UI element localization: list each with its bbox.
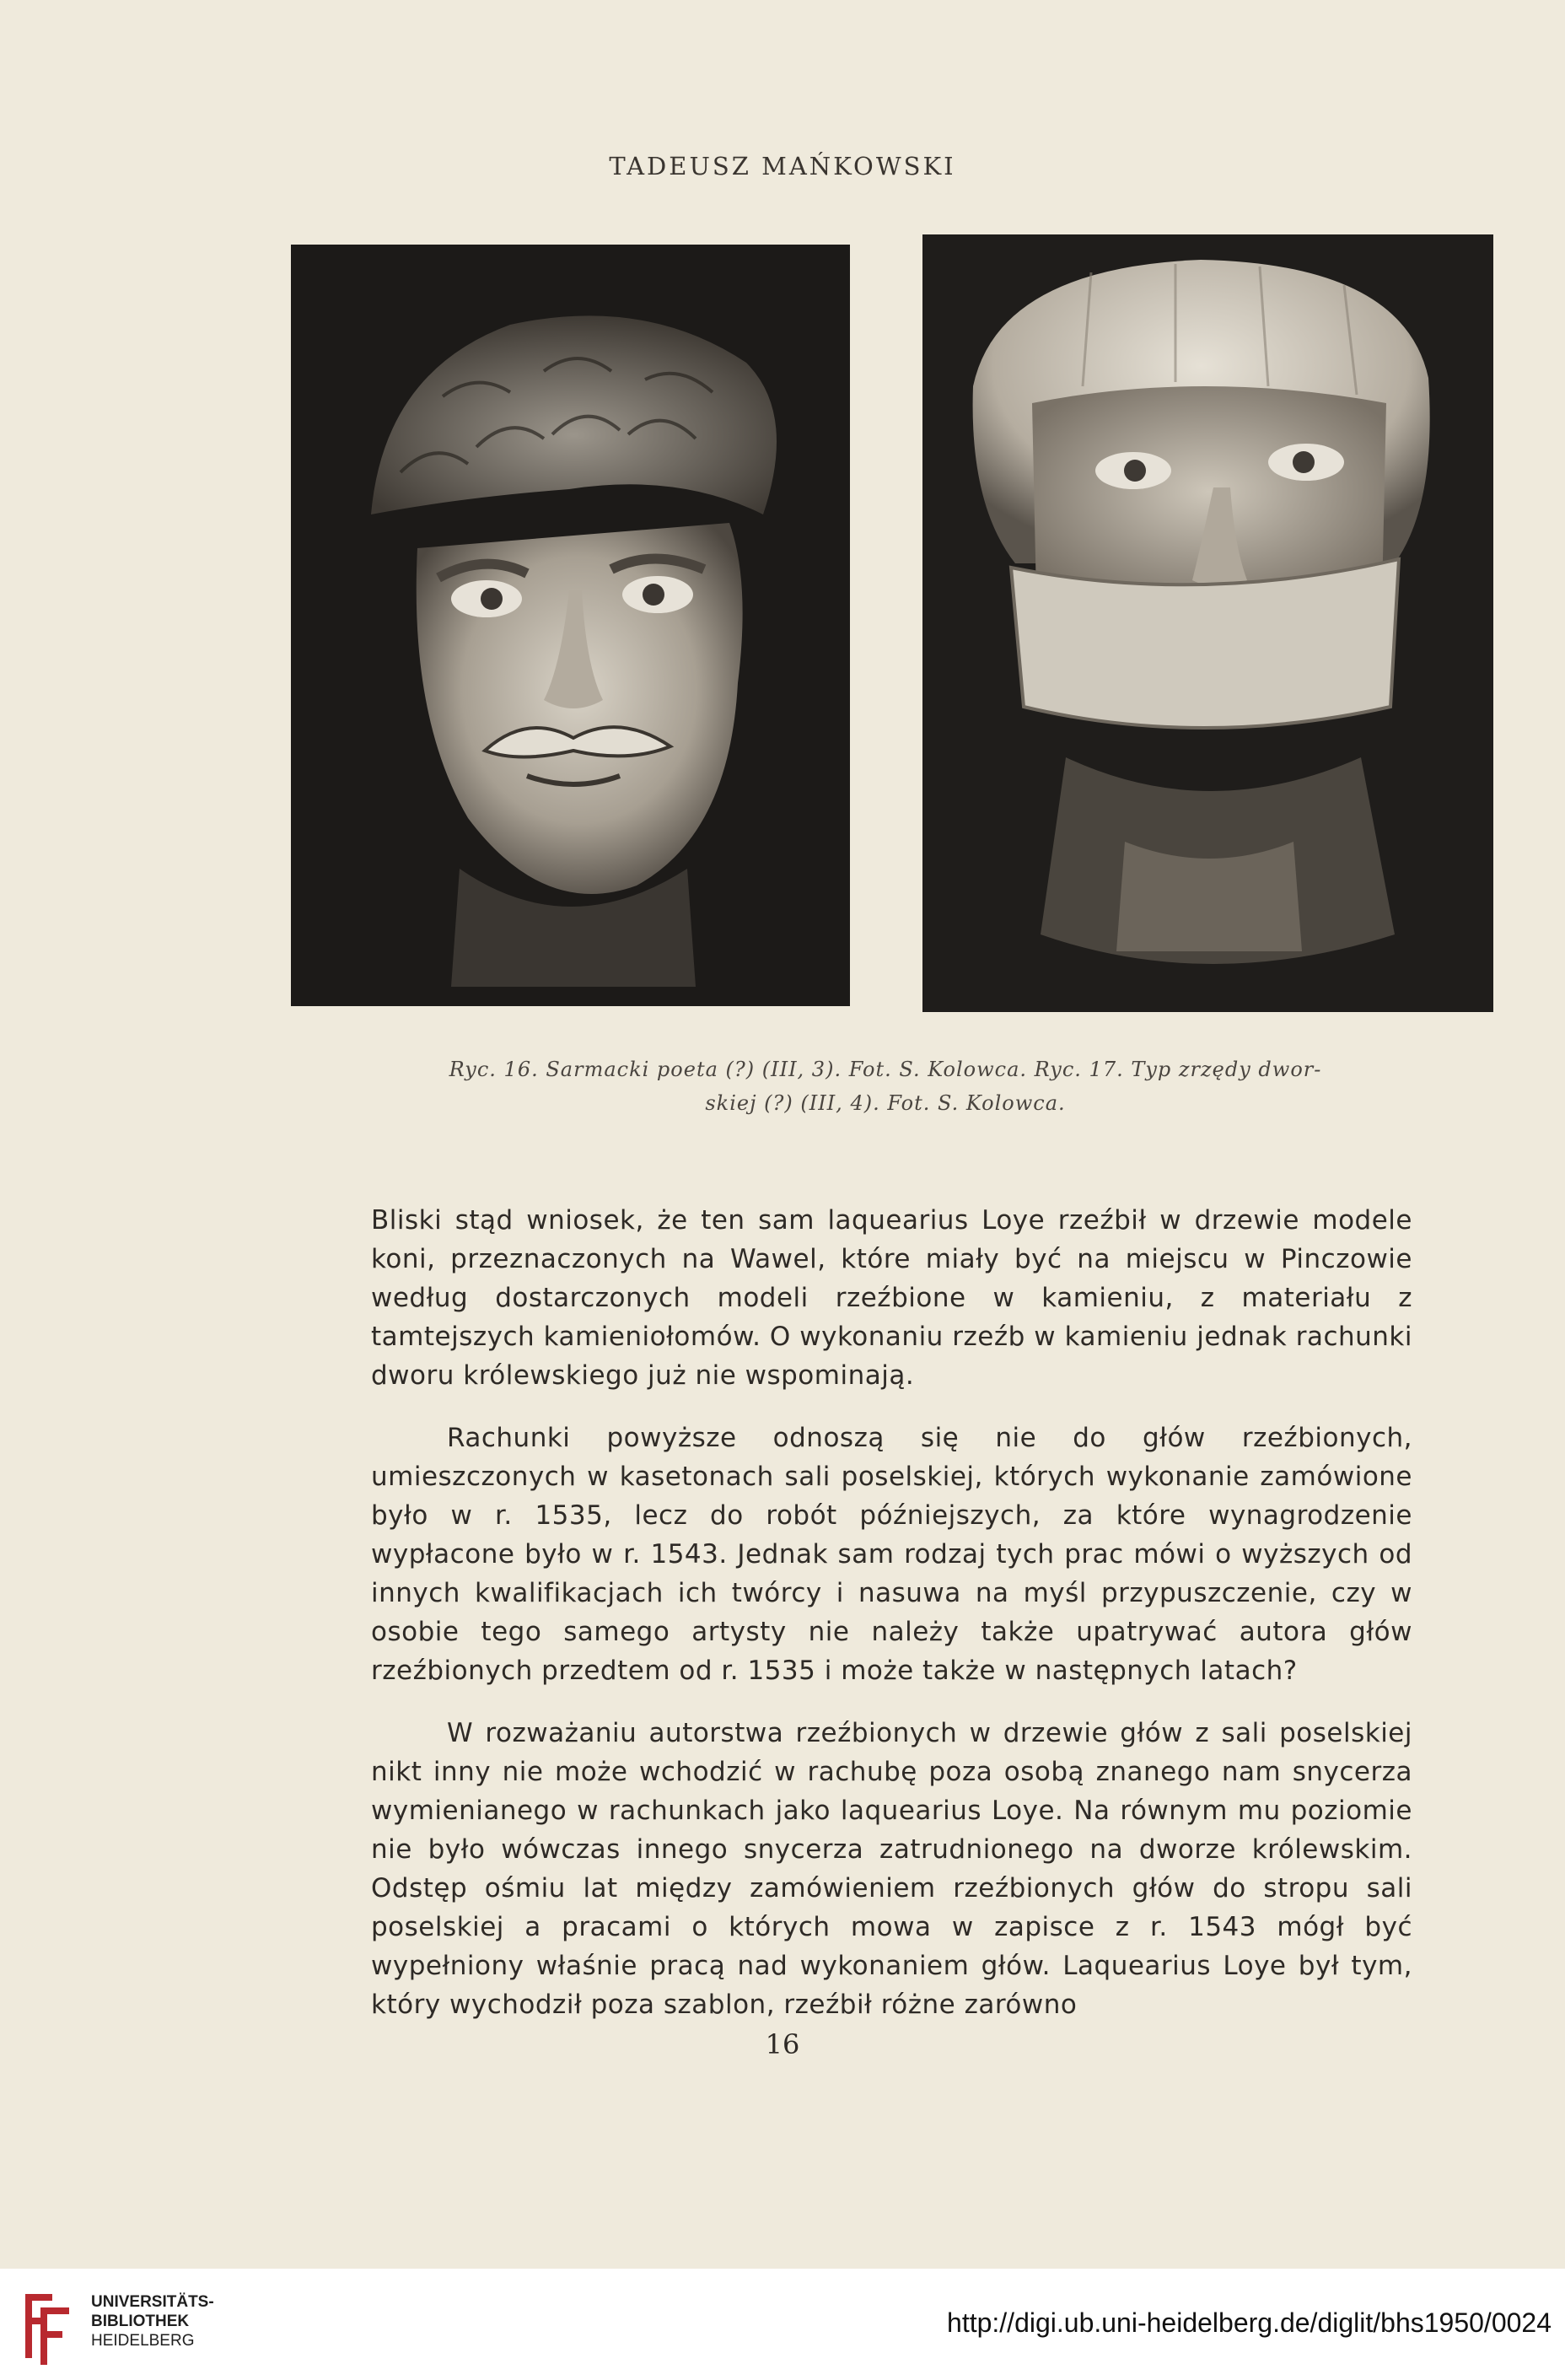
library-footer	[0, 2269, 1565, 2380]
caption-line-1: Ryc. 16. Sarmacki poeta (?) (III, 3). Fot. S. Kolowca. Ryc. 17. Typ zrzędy dwor-	[449, 1058, 1322, 1081]
body-text	[371, 1201, 1412, 2048]
caption-line-2: skiej (?) (III, 4). Fot. S. Kolowca.	[705, 1091, 1066, 1115]
paragraph-3: W rozważaniu autorstwa rzeźbionych w drzewie głów z sali poselskiej nikt inny nie może wchodzić w rachubę poza osobą znanego nam snycerza wymienianego w rachunkach jako laquearius Loye. Na równym mu poziomie nie było wówczas innego snycerza zatrudnionego na dworze królewskim. Odstęp ośmiu lat między zamówieniem rzeźbionych głów do stropu sali poselskiej a pracami o których mowa w zapisce z r. 1543 mógł być wypełniony właśnie pracą nad wykonaniem głów. Laquearius Loye był tym, który wychodził poza szablon, rzeźbił różne zarówno	[371, 1718, 1412, 2020]
carved-head-poet-image	[291, 245, 850, 1006]
figure-16-photo	[291, 245, 850, 1006]
paragraph-2: Rachunki powyższe odnoszą się nie do głów rzeźbionych, umieszczonych w kasetonach sali poselskiej, których wykonanie zamówione było w r. 1535, lecz do robót późniejszych, za które wynagrodzenie wypłacone było w r. 1543. Jednak sam rodzaj tych prac mówi o wyższych od innych kwalifikacjach ich twórcy i nasuwa na myśl przypuszczenie, czy w osobie tego samego artysty nie należy także upatrywać autora głów rzeźbionych przedtem od r. 1535 i może także w następnych latach?	[371, 1423, 1412, 1686]
carved-head-helmet-image	[922, 234, 1493, 1012]
figure-caption	[354, 1053, 1417, 1120]
library-name: UNIVERSITÄTS- BIBLIOTHEK HEIDELBERG	[91, 2293, 214, 2350]
paragraph-1: Bliski stąd wniosek, że ten sam laquearius Loye rzeźbił w drzewie modele koni, przeznaczonych na Wawel, które miały być na miejscu w Pinczowie według dostarczonych modeli rzeźbione w kamieniu, z materiału z tamtejszych kamieniołomów. O wykonaniu rzeźb w kamieniu jednak rachunki dworu królewskiego już nie wspominają.	[371, 1205, 1412, 1391]
figure-17-photo	[922, 234, 1493, 1012]
running-header: TADEUSZ MAŃKOWSKI	[609, 152, 956, 180]
library-logo-icon	[19, 2284, 78, 2368]
source-url-link[interactable]: http://digi.ub.uni-heidelberg.de/diglit/bhs1950/0024	[947, 2307, 1552, 2338]
page-number: 16	[765, 2028, 800, 2060]
